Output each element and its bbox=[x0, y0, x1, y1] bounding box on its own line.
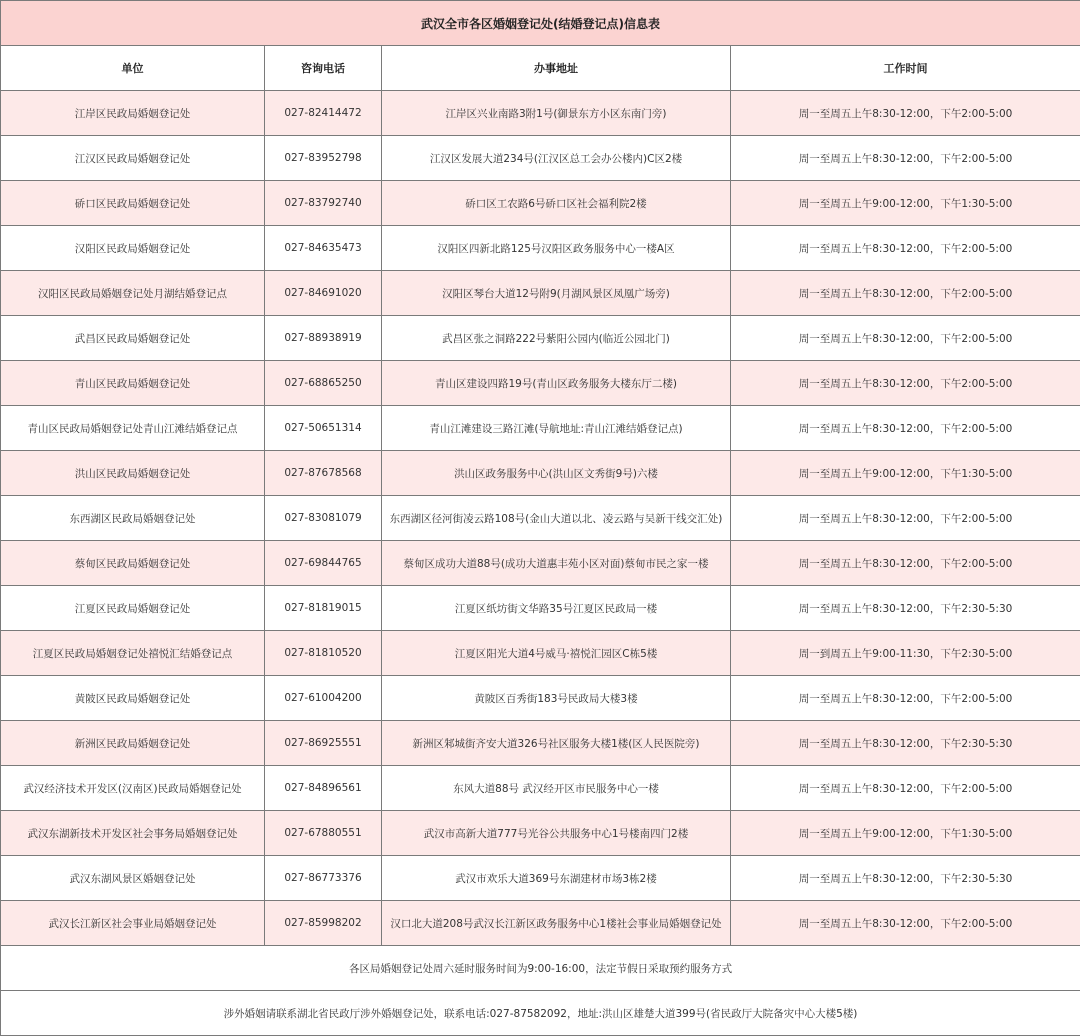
cell-address: 青山江滩建设三路江滩(导航地址:青山江滩结婚登记点) bbox=[382, 406, 731, 451]
cell-address: 蔡甸区成功大道88号(成功大道惠丰苑小区对面)蔡甸市民之家一楼 bbox=[382, 541, 731, 586]
cell-unit: 青山区民政局婚姻登记处 bbox=[1, 361, 265, 406]
cell-address: 武汉市欢乐大道369号东湖建材市场3栋2楼 bbox=[382, 856, 731, 901]
table-row bbox=[1, 586, 1080, 631]
table-row bbox=[1, 766, 1080, 811]
table-row bbox=[1, 451, 1080, 496]
cell-address: 武汉市高新大道777号光谷公共服务中心1号楼南四门2楼 bbox=[382, 811, 731, 856]
table-row bbox=[1, 136, 1080, 181]
cell-hours: 周一至周五上午8:30-12:00，下午2:00-5:00 bbox=[731, 361, 1080, 406]
cell-hours: 周一至周五上午9:00-12:00，下午1:30-5:00 bbox=[731, 181, 1080, 226]
table-row bbox=[1, 496, 1080, 541]
cell-phone: 027-84896561 bbox=[265, 766, 382, 811]
table-row bbox=[1, 91, 1080, 136]
cell-address: 新洲区邾城街齐安大道326号社区服务大楼1楼(区人民医院旁) bbox=[382, 721, 731, 766]
cell-hours: 周一至周五上午9:00-12:00，下午1:30-5:00 bbox=[731, 451, 1080, 496]
cell-hours: 周一至周五上午8:30-12:00，下午2:30-5:30 bbox=[731, 586, 1080, 631]
cell-hours: 周一至周五上午8:30-12:00，下午2:00-5:00 bbox=[731, 496, 1080, 541]
table-row bbox=[1, 631, 1080, 676]
cell-unit: 新洲区民政局婚姻登记处 bbox=[1, 721, 265, 766]
cell-hours: 周一至周五上午8:30-12:00，下午2:30-5:30 bbox=[731, 721, 1080, 766]
header-hours: 工作时间 bbox=[731, 46, 1080, 91]
cell-unit: 武昌区民政局婚姻登记处 bbox=[1, 316, 265, 361]
footer-note: 各区局婚姻登记处周六延时服务时间为9:00-16:00，法定节假日采取预约服务方式 bbox=[1, 946, 1080, 991]
table-title-row bbox=[1, 1, 1080, 46]
cell-address: 江岸区兴业南路3附1号(御景东方小区东南门旁) bbox=[382, 91, 731, 136]
table-row bbox=[1, 271, 1080, 316]
cell-hours: 周一到周五上午9:00-11:30，下午2:30-5:00 bbox=[731, 631, 1080, 676]
cell-unit: 江夏区民政局婚姻登记处 bbox=[1, 586, 265, 631]
table-row bbox=[1, 316, 1080, 361]
cell-phone: 027-87678568 bbox=[265, 451, 382, 496]
cell-hours: 周一至周五上午8:30-12:00，下午2:00-5:00 bbox=[731, 136, 1080, 181]
cell-hours: 周一至周五上午8:30-12:00，下午2:00-5:00 bbox=[731, 766, 1080, 811]
cell-hours: 周一至周五上午8:30-12:00，下午2:00-5:00 bbox=[731, 271, 1080, 316]
cell-phone: 027-61004200 bbox=[265, 676, 382, 721]
cell-phone: 027-86773376 bbox=[265, 856, 382, 901]
cell-unit: 江岸区民政局婚姻登记处 bbox=[1, 91, 265, 136]
header-phone: 咨询电话 bbox=[265, 46, 382, 91]
cell-address: 东风大道88号 武汉经开区市民服务中心一楼 bbox=[382, 766, 731, 811]
table-title: 武汉全市各区婚姻登记处(结婚登记点)信息表 bbox=[1, 1, 1080, 46]
cell-hours: 周一至周五上午8:30-12:00，下午2:00-5:00 bbox=[731, 541, 1080, 586]
cell-unit: 武汉长江新区社会事业局婚姻登记处 bbox=[1, 901, 265, 946]
cell-hours: 周一至周五上午8:30-12:00，下午2:00-5:00 bbox=[731, 406, 1080, 451]
table-row bbox=[1, 226, 1080, 271]
cell-unit: 蔡甸区民政局婚姻登记处 bbox=[1, 541, 265, 586]
table-row bbox=[1, 361, 1080, 406]
header-address: 办事地址 bbox=[382, 46, 731, 91]
cell-hours: 周一至周五上午8:30-12:00，下午2:00-5:00 bbox=[731, 676, 1080, 721]
cell-phone: 027-83081079 bbox=[265, 496, 382, 541]
cell-hours: 周一至周五上午8:30-12:00，下午2:00-5:00 bbox=[731, 91, 1080, 136]
cell-address: 江汉区发展大道234号(江汉区总工会办公楼内)C区2楼 bbox=[382, 136, 731, 181]
cell-phone: 027-83792740 bbox=[265, 181, 382, 226]
cell-address: 黄陂区百秀街183号民政局大楼3楼 bbox=[382, 676, 731, 721]
cell-unit: 武汉东湖风景区婚姻登记处 bbox=[1, 856, 265, 901]
table-row bbox=[1, 676, 1080, 721]
cell-address: 武昌区张之洞路222号紫阳公园内(临近公园北门) bbox=[382, 316, 731, 361]
cell-hours: 周一至周五上午8:30-12:00，下午2:30-5:30 bbox=[731, 856, 1080, 901]
cell-phone: 027-84635473 bbox=[265, 226, 382, 271]
cell-unit: 武汉经济技术开发区(汉南区)民政局婚姻登记处 bbox=[1, 766, 265, 811]
table-row bbox=[1, 721, 1080, 766]
cell-phone: 027-67880551 bbox=[265, 811, 382, 856]
header-unit: 单位 bbox=[1, 46, 265, 91]
footer-note: 涉外婚姻请联系湖北省民政厅涉外婚姻登记处，联系电话:027-87582092，地址:洪山区雄楚大道399号(省民政厅大院备灾中心大楼5楼) bbox=[1, 991, 1080, 1036]
cell-unit: 汉阳区民政局婚姻登记处月湖结婚登记点 bbox=[1, 271, 265, 316]
cell-phone: 027-85998202 bbox=[265, 901, 382, 946]
cell-phone: 027-83952798 bbox=[265, 136, 382, 181]
cell-unit: 黄陂区民政局婚姻登记处 bbox=[1, 676, 265, 721]
cell-unit: 武汉东湖新技术开发区社会事务局婚姻登记处 bbox=[1, 811, 265, 856]
cell-unit: 江汉区民政局婚姻登记处 bbox=[1, 136, 265, 181]
table-row bbox=[1, 856, 1080, 901]
cell-address: 汉阳区四新北路125号汉阳区政务服务中心一楼A区 bbox=[382, 226, 731, 271]
cell-phone: 027-68865250 bbox=[265, 361, 382, 406]
header-row bbox=[1, 46, 1080, 91]
table-row bbox=[1, 541, 1080, 586]
cell-unit: 东西湖区民政局婚姻登记处 bbox=[1, 496, 265, 541]
cell-phone: 027-50651314 bbox=[265, 406, 382, 451]
cell-unit: 江夏区民政局婚姻登记处禧悦汇结婚登记点 bbox=[1, 631, 265, 676]
cell-hours: 周一至周五上午8:30-12:00，下午2:00-5:00 bbox=[731, 316, 1080, 361]
table-row bbox=[1, 811, 1080, 856]
cell-unit: 青山区民政局婚姻登记处青山江滩结婚登记点 bbox=[1, 406, 265, 451]
cell-phone: 027-81819015 bbox=[265, 586, 382, 631]
table-row bbox=[1, 181, 1080, 226]
cell-unit: 洪山区民政局婚姻登记处 bbox=[1, 451, 265, 496]
cell-phone: 027-88938919 bbox=[265, 316, 382, 361]
cell-hours: 周一至周五上午9:00-12:00，下午1:30-5:00 bbox=[731, 811, 1080, 856]
table-row bbox=[1, 901, 1080, 946]
cell-address: 汉口北大道208号武汉长江新区政务服务中心1楼社会事业局婚姻登记处 bbox=[382, 901, 731, 946]
table-row bbox=[1, 406, 1080, 451]
cell-unit: 硚口区民政局婚姻登记处 bbox=[1, 181, 265, 226]
cell-phone: 027-81810520 bbox=[265, 631, 382, 676]
footer-row bbox=[1, 946, 1080, 991]
cell-address: 汉阳区琴台大道12号附9(月湖风景区凤凰广场旁) bbox=[382, 271, 731, 316]
cell-phone: 027-86925551 bbox=[265, 721, 382, 766]
cell-unit: 汉阳区民政局婚姻登记处 bbox=[1, 226, 265, 271]
cell-phone: 027-69844765 bbox=[265, 541, 382, 586]
cell-address: 江夏区纸坊街文华路35号江夏区民政局一楼 bbox=[382, 586, 731, 631]
cell-address: 洪山区政务服务中心(洪山区文秀街9号)六楼 bbox=[382, 451, 731, 496]
cell-address: 青山区建设四路19号(青山区政务服务大楼东厅二楼) bbox=[382, 361, 731, 406]
cell-phone: 027-82414472 bbox=[265, 91, 382, 136]
cell-address: 硚口区工农路6号硚口区社会福利院2楼 bbox=[382, 181, 731, 226]
cell-address: 江夏区阳光大道4号威马·禧悦汇园区C栋5楼 bbox=[382, 631, 731, 676]
cell-hours: 周一至周五上午8:30-12:00，下午2:00-5:00 bbox=[731, 226, 1080, 271]
cell-phone: 027-84691020 bbox=[265, 271, 382, 316]
cell-address: 东西湖区径河街凌云路108号(金山大道以北、凌云路与吴新干线交汇处) bbox=[382, 496, 731, 541]
cell-hours: 周一至周五上午8:30-12:00，下午2:00-5:00 bbox=[731, 901, 1080, 946]
